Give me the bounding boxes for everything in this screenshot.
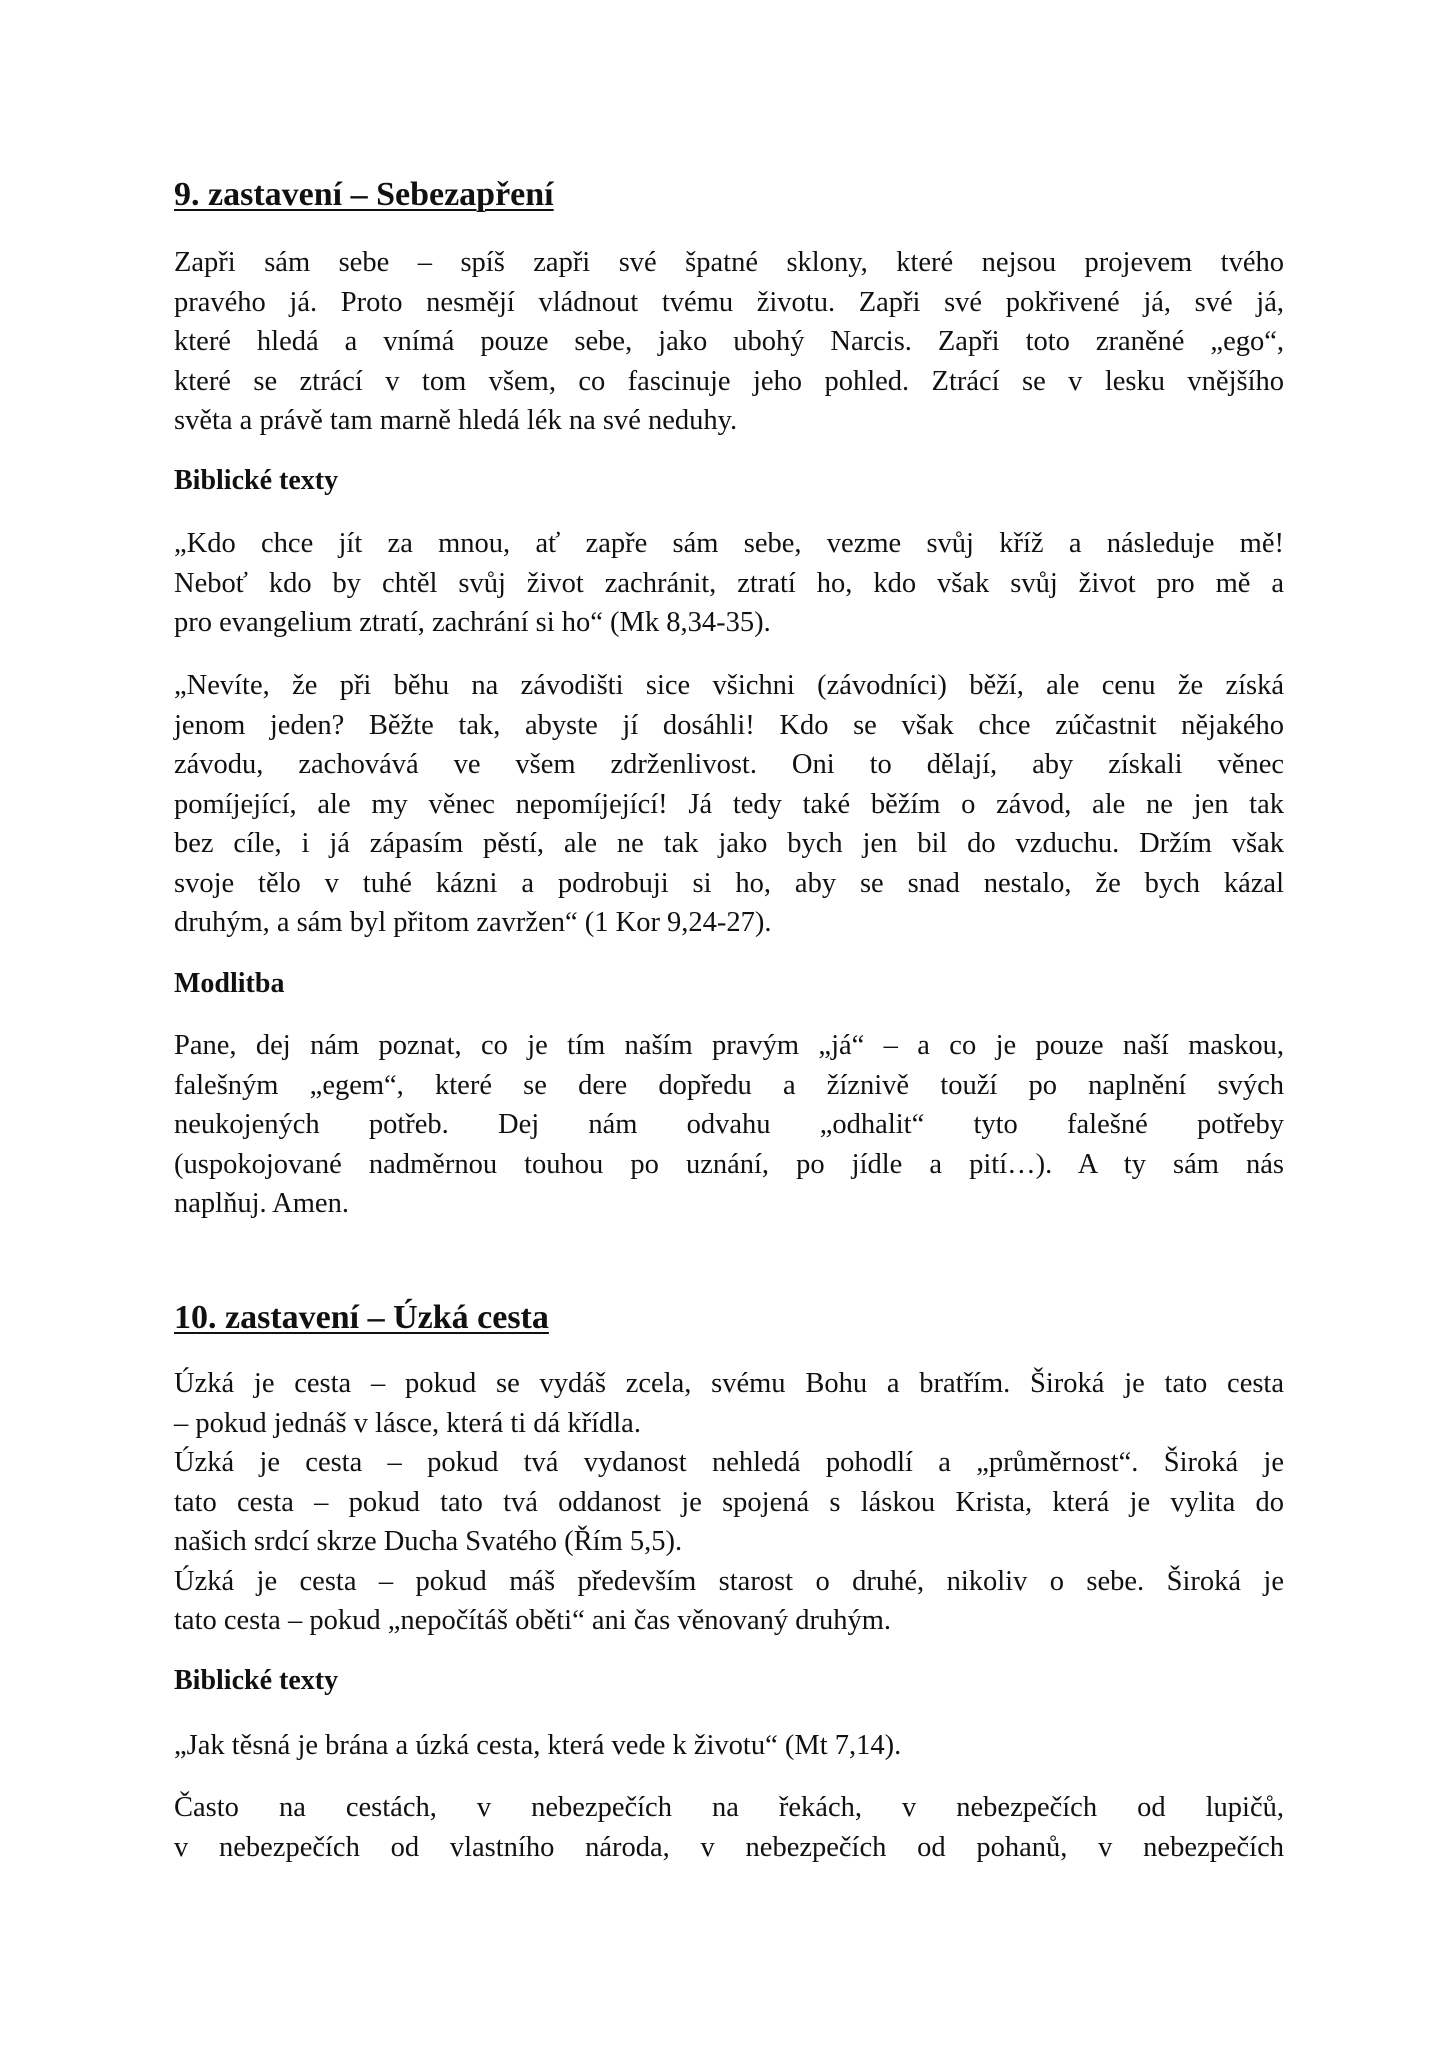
text-line: Úzká je cesta – pokud se vydáš zcela, svému Bohu a bratřím. Široká je tato cesta <box>174 1368 1284 1399</box>
section-9-heading: 9. zastavení – Sebezapření <box>174 176 554 213</box>
text-line: „Kdo chce jít za mnou, ať zapře sám sebe, vezme svůj kříž a následuje mě! <box>174 528 1284 559</box>
section-9-quote-1 <box>174 524 1284 643</box>
text-line: tato cesta – pokud „nepočítáš oběti“ ani čas věnovaný druhým. <box>174 1605 892 1636</box>
section-9-prayer-heading: Modlitba <box>174 968 285 999</box>
text-line: neukojených potřeb. Dej nám odvahu „odhalit“ tyto falešné potřeby <box>174 1109 1284 1140</box>
text-line: falešným „egem“, které se dere dopředu a žíznivě touží po naplnění svých <box>174 1069 1284 1101</box>
section-9-quote-2 <box>174 666 1284 943</box>
section-10-quote-1 <box>174 1726 1284 1766</box>
section-10-quote-2 <box>174 1788 1284 1867</box>
section-10-heading: 10. zastavení – Úzká cesta <box>174 1299 549 1336</box>
section-9-prayer <box>174 1026 1284 1224</box>
text-line: v nebezpečích od vlastního národa, v nebezpečích od pohanů, v nebezpečích <box>174 1831 1284 1863</box>
text-line: pomíjející, ale my věnec nepomíjející! Já tedy také běžím o závod, ale ne jen tak <box>174 788 1284 820</box>
text-line: – pokud jednáš v lásce, která ti dá křídla. <box>174 1407 641 1439</box>
text-line: světa a právě tam marně hledá lék na své neduhy. <box>174 405 738 436</box>
section-9-intro <box>174 243 1284 441</box>
text-line: Úzká je cesta – pokud máš především starost o druhé, nikoliv o sebe. Široká je <box>174 1565 1284 1597</box>
text-line: Zapři sám sebe – spíš zapři své špatné sklony, které nejsou projevem tvého <box>174 247 1284 278</box>
text-line: „Nevíte, že při běhu na závodišti sice všichni (závodníci) běží, ale cenu že získá <box>174 670 1284 701</box>
text-line: pravého já. Proto nesmějí vládnout tvému životu. Zapři své pokřivené já, své já, <box>174 286 1284 318</box>
text-line: jenom jeden? Běžte tak, abyste jí dosáhli! Kdo se však chce zúčastnit nějakého <box>174 709 1284 741</box>
text-line: které se ztrácí v tom všem, co fascinuje jeho pohled. Ztrácí se v lesku vnějšího <box>174 365 1284 397</box>
text-line: Úzká je cesta – pokud tvá vydanost nehledá pohodlí a „průměrnost“. Široká je <box>174 1447 1284 1478</box>
text-line: naplňuj. Amen. <box>174 1188 349 1219</box>
text-line: našich srdcí skrze Ducha Svatého (Řím 5,5). <box>174 1526 683 1557</box>
text-line: tato cesta – pokud tato tvá oddanost je spojená s láskou Krista, která je vylita do <box>174 1486 1284 1518</box>
text-line: pro evangelium ztratí, zachrání si ho“ (Mk 8,34-35). <box>174 607 771 638</box>
text-line: bez cíle, i já zápasím pěstí, ale ne tak jako bych jen bil do vzduchu. Držím však <box>174 828 1284 859</box>
text-line: „Jak těsná je brána a úzká cesta, která vede k životu“ (Mt 7,14). <box>174 1730 902 1761</box>
text-line: Neboť kdo by chtěl svůj život zachránit, ztratí ho, kdo však svůj život pro mě a <box>174 567 1284 599</box>
section-9-bible-heading: Biblické texty <box>174 465 339 496</box>
text-line: (uspokojované nadměrnou touhou po uznání, po jídle a pití…). A ty sám nás <box>174 1148 1284 1180</box>
text-line: Často na cestách, v nebezpečích na řekách, v nebezpečích od lupičů, <box>174 1792 1284 1823</box>
text-line: Pane, dej nám poznat, co je tím naším pravým „já“ – a co je pouze naší maskou, <box>174 1030 1284 1061</box>
text-line: závodu, zachovává ve všem zdrženlivost. Oni to dělají, aby získali věnec <box>174 749 1284 780</box>
text-line: které hledá a vnímá pouze sebe, jako ubohý Narcis. Zapři toto zraněné „ego“, <box>174 326 1284 357</box>
text-line: druhým, a sám byl přitom zavržen“ (1 Kor 9,24-27). <box>174 907 772 938</box>
text-line: svoje tělo v tuhé kázni a podrobuji si ho, aby se snad nestalo, že bych kázal <box>174 867 1284 899</box>
section-10-bible-heading: Biblické texty <box>174 1665 339 1696</box>
section-10-intro <box>174 1364 1284 1641</box>
